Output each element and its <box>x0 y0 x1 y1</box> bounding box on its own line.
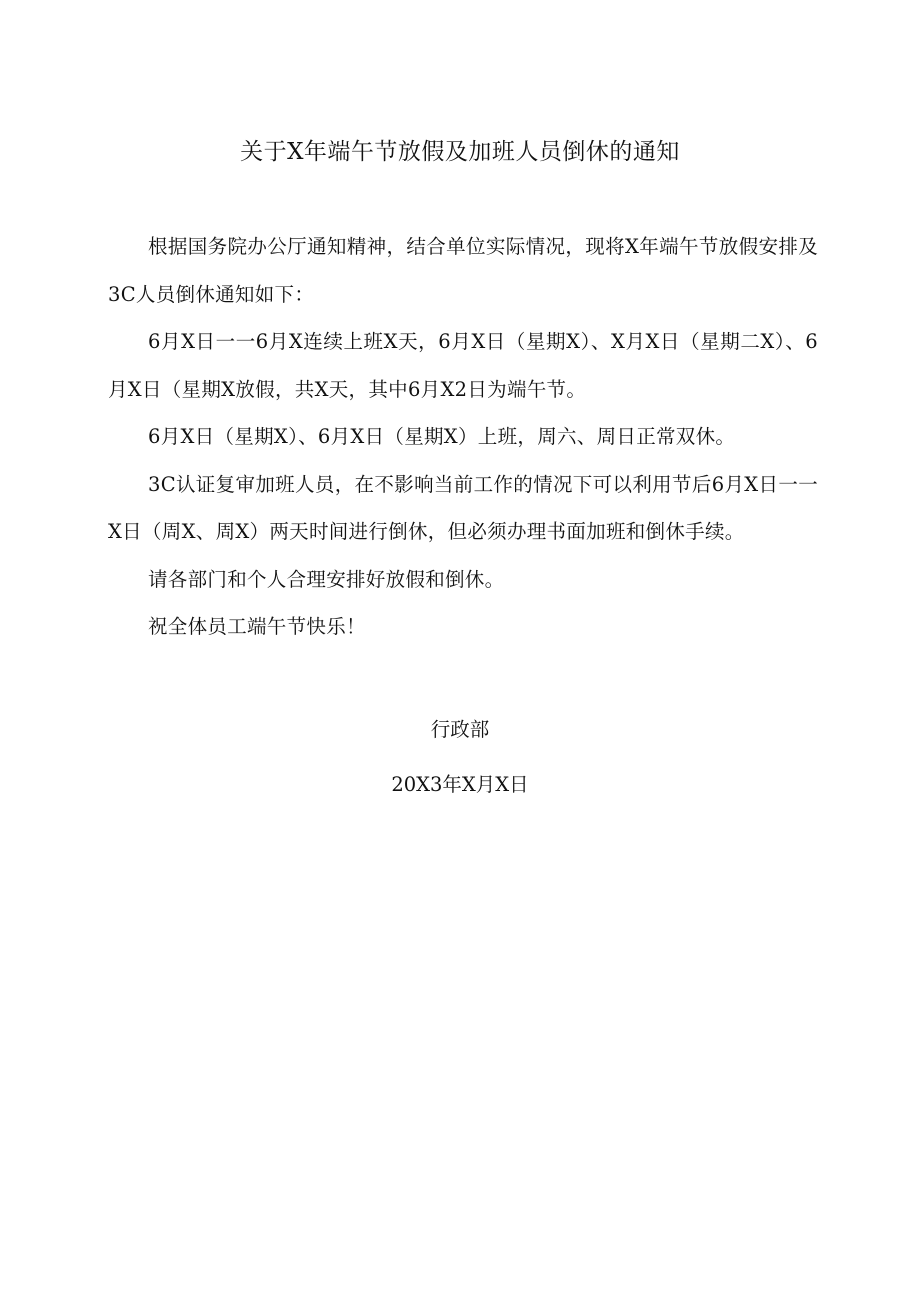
signature-department: 行政部 <box>430 718 490 741</box>
paragraph-greeting: 祝全体员工端午节快乐！ <box>148 615 366 638</box>
paragraph-workdays: 6月X日（星期X）、6月X日（星期X）上班，周六、周日正常双休。 <box>148 425 736 448</box>
document-body <box>108 223 818 651</box>
signature-date: 20X3年X月X日 <box>391 773 529 796</box>
paragraph-arrangement: 请各部门和个人合理安排好放假和倒休。 <box>148 567 505 591</box>
paragraph-intro: 根据国务院办公厅通知精神，结合单位实际情况，现将X年端午节放假安排及3C人员倒休通知如下： <box>108 235 818 306</box>
document-title: 关于X年端午节放假及加班人员倒休的通知 <box>240 139 680 165</box>
paragraph-compensatory-leave: 3C认证复审加班人员，在不影响当前工作的情况下可以利用节后6月X日一一X日（周X、周X）两天时间进行倒休，但必须办理书面加班和倒休手续。 <box>108 472 818 543</box>
paragraph-holiday-schedule: 6月X日一一6月X连续上班X天，6月X日（星期X）、X月X日（星期二X）、6月X日（星期X放假，共X天，其中6月X2日为端午节。 <box>108 330 818 401</box>
